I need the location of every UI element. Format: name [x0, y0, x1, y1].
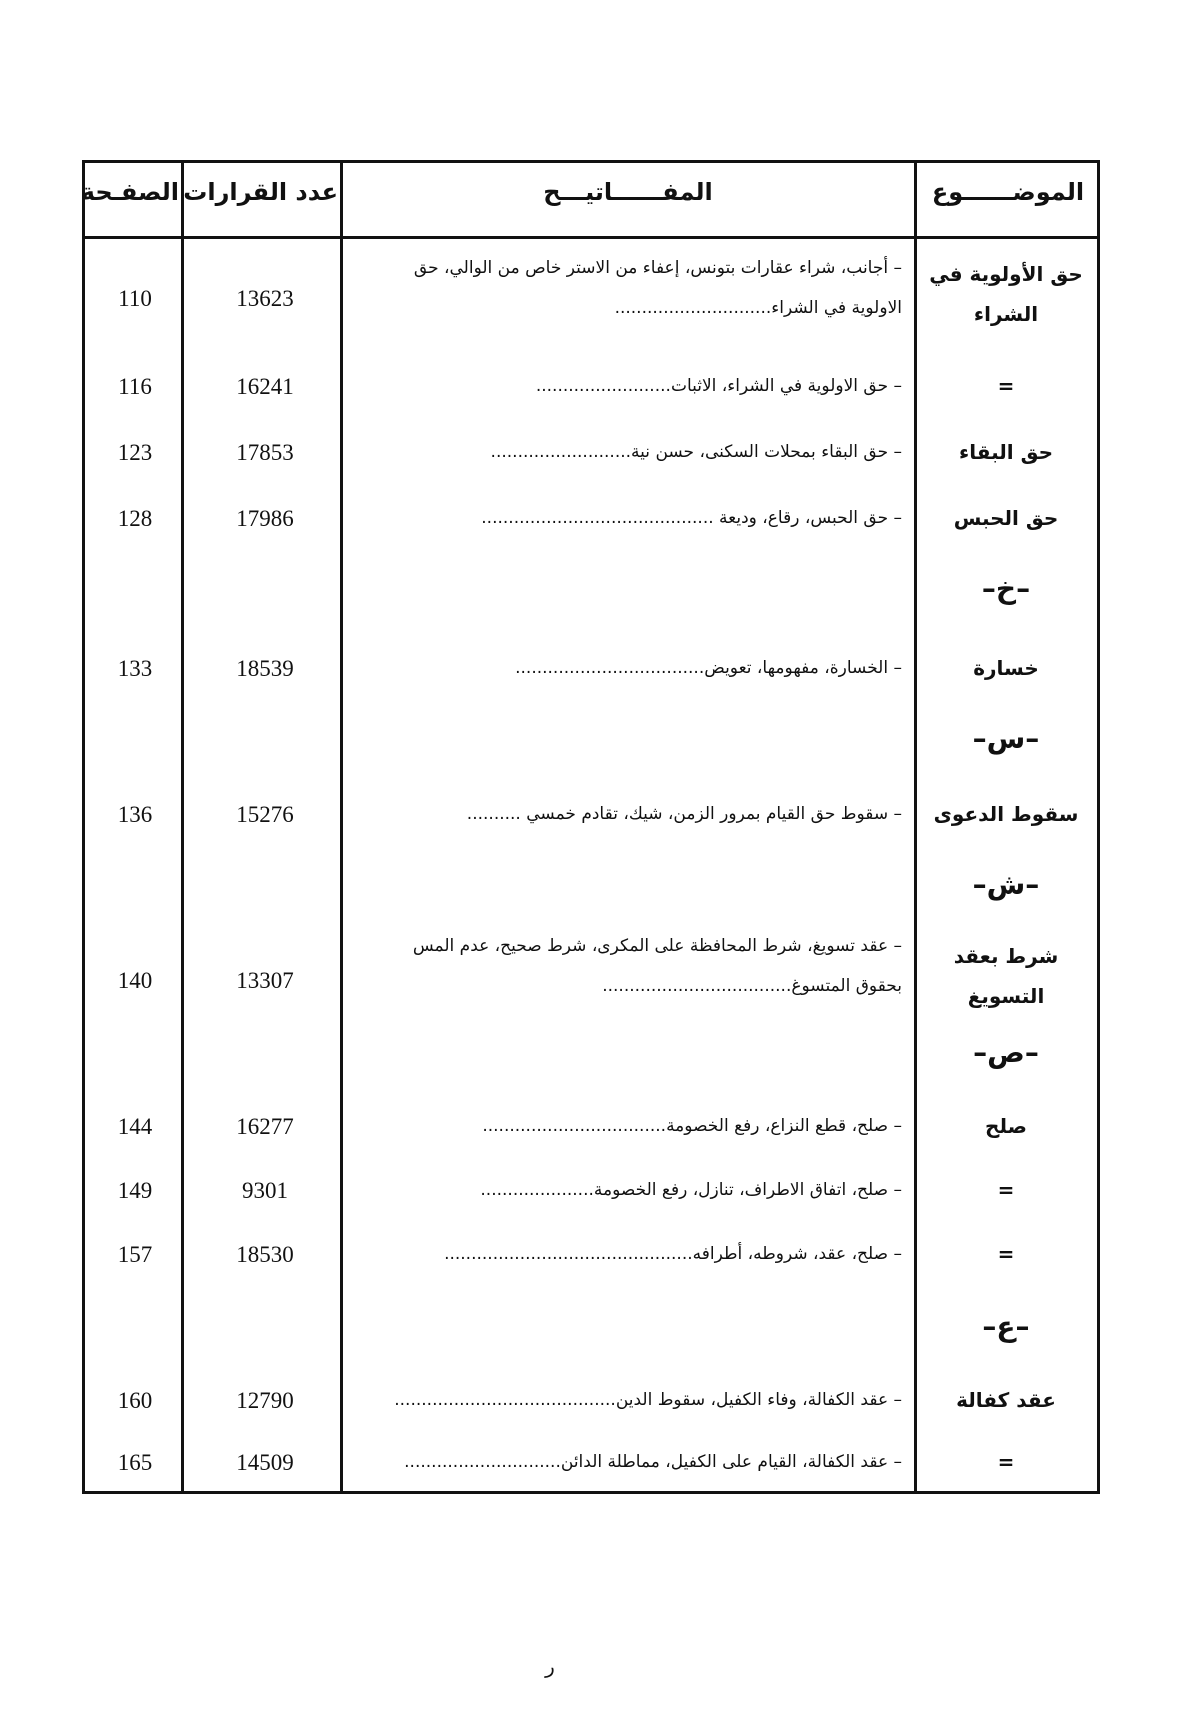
- row-page: 116: [118, 374, 152, 399]
- row-subject: حق الحبس: [953, 506, 1059, 530]
- row-subject: =: [997, 1178, 1015, 1202]
- row-decision-count: 12790: [236, 1388, 294, 1413]
- row-page: 136: [117, 802, 153, 827]
- row-subject: =: [997, 1242, 1015, 1266]
- row-decision-count: 13307: [236, 968, 294, 993]
- row-subject: حق الأولوية في الشراء: [929, 262, 1083, 326]
- row-subject: سقوط الدعوى: [933, 802, 1079, 826]
- row-keywords: – عقد تسويغ، شرط المحافظة على المكرى، شرط صحيح، عدم المس بحقوق المتسوغ...................................: [412, 936, 902, 996]
- row-keywords: – حق الحبس، رقاع، وديعة ...........................................: [481, 508, 902, 528]
- header-page: الصفـحة: [80, 178, 179, 206]
- row-keywords: – صلح، اتفاق الاطراف، تنازل، رفع الخصومة.....................: [480, 1180, 902, 1200]
- row-decision-count: 16241: [236, 374, 294, 399]
- row-subject: حق البقاء: [958, 440, 1054, 464]
- row-subject: خسارة: [973, 656, 1039, 680]
- row-decision-count: 17853: [236, 440, 294, 465]
- row-page: 140: [117, 968, 153, 993]
- row-page: 128: [117, 506, 153, 531]
- row-page: 165: [117, 1450, 153, 1475]
- header-subject: الموضــــــوع: [931, 178, 1085, 206]
- row-decision-count: 14509: [236, 1450, 294, 1475]
- column-divider: [340, 160, 343, 1494]
- column-divider: [914, 160, 917, 1494]
- row-keywords: – صلح، قطع النزاع، رفع الخصومة..................................: [482, 1116, 902, 1136]
- row-page: 133: [117, 656, 153, 681]
- row-decision-count: 17986: [236, 506, 294, 531]
- header-decision-count: عدد القرارات: [183, 178, 338, 206]
- row-decision-count: 9301: [242, 1178, 288, 1203]
- row-subject: صلح: [985, 1114, 1027, 1138]
- row-page: 110: [118, 286, 152, 311]
- row-decision-count: 18530: [236, 1242, 294, 1267]
- row-decision-count: 13623: [236, 286, 294, 311]
- row-page: 149: [117, 1178, 153, 1203]
- row-page: 157: [117, 1242, 153, 1267]
- section-letter-sad: –ص–: [973, 1036, 1039, 1069]
- row-keywords: – صلح، عقد، شروطه، أطرافه..............................................: [444, 1244, 902, 1264]
- row-decision-count: 18539: [236, 656, 294, 681]
- row-page: 123: [117, 440, 153, 465]
- row-subject: شرط بعقد التسويغ: [953, 944, 1059, 1008]
- row-decision-count: 15276: [236, 802, 294, 827]
- section-letter-shin: –ش–: [972, 868, 1040, 901]
- row-keywords: – أجانب، شراء عقارات بتونس، إعفاء من الاستر خاص من الوالي، حق الاولوية في الشراء.............................: [413, 258, 902, 318]
- header-divider: [82, 236, 1100, 239]
- row-keywords: – حق البقاء بمحلات السكنى، حسن نية..........................: [490, 442, 902, 462]
- row-page: 160: [117, 1388, 153, 1413]
- row-keywords: – الخسارة، مفهومها، تعويض...................................: [515, 658, 902, 678]
- row-keywords: – عقد الكفالة، القيام على الكفيل، مماطلة الدائن.............................: [404, 1452, 902, 1472]
- header-keywords: المفــــــاتيـــح: [543, 178, 713, 206]
- row-keywords: – عقد الكفالة، وفاء الكفيل، سقوط الدين.........................................: [394, 1390, 902, 1410]
- section-letter-ain: –ع–: [982, 1310, 1030, 1343]
- row-keywords: – سقوط حق القيام بمرور الزمن، شيك، تقادم خمسي ..........: [466, 804, 902, 824]
- section-letter-sin: –س–: [972, 722, 1040, 755]
- row-subject: عقد كفالة: [956, 1388, 1056, 1412]
- page-footer-mark: ر: [545, 1654, 555, 1678]
- row-page: 144: [117, 1114, 153, 1139]
- row-subject: =: [997, 1450, 1015, 1474]
- row-keywords: – حق الاولوية في الشراء، الاثبات.........................: [535, 376, 902, 396]
- section-letter-kha: –خ–: [981, 572, 1031, 605]
- row-decision-count: 16277: [236, 1114, 294, 1139]
- row-subject: =: [997, 374, 1015, 398]
